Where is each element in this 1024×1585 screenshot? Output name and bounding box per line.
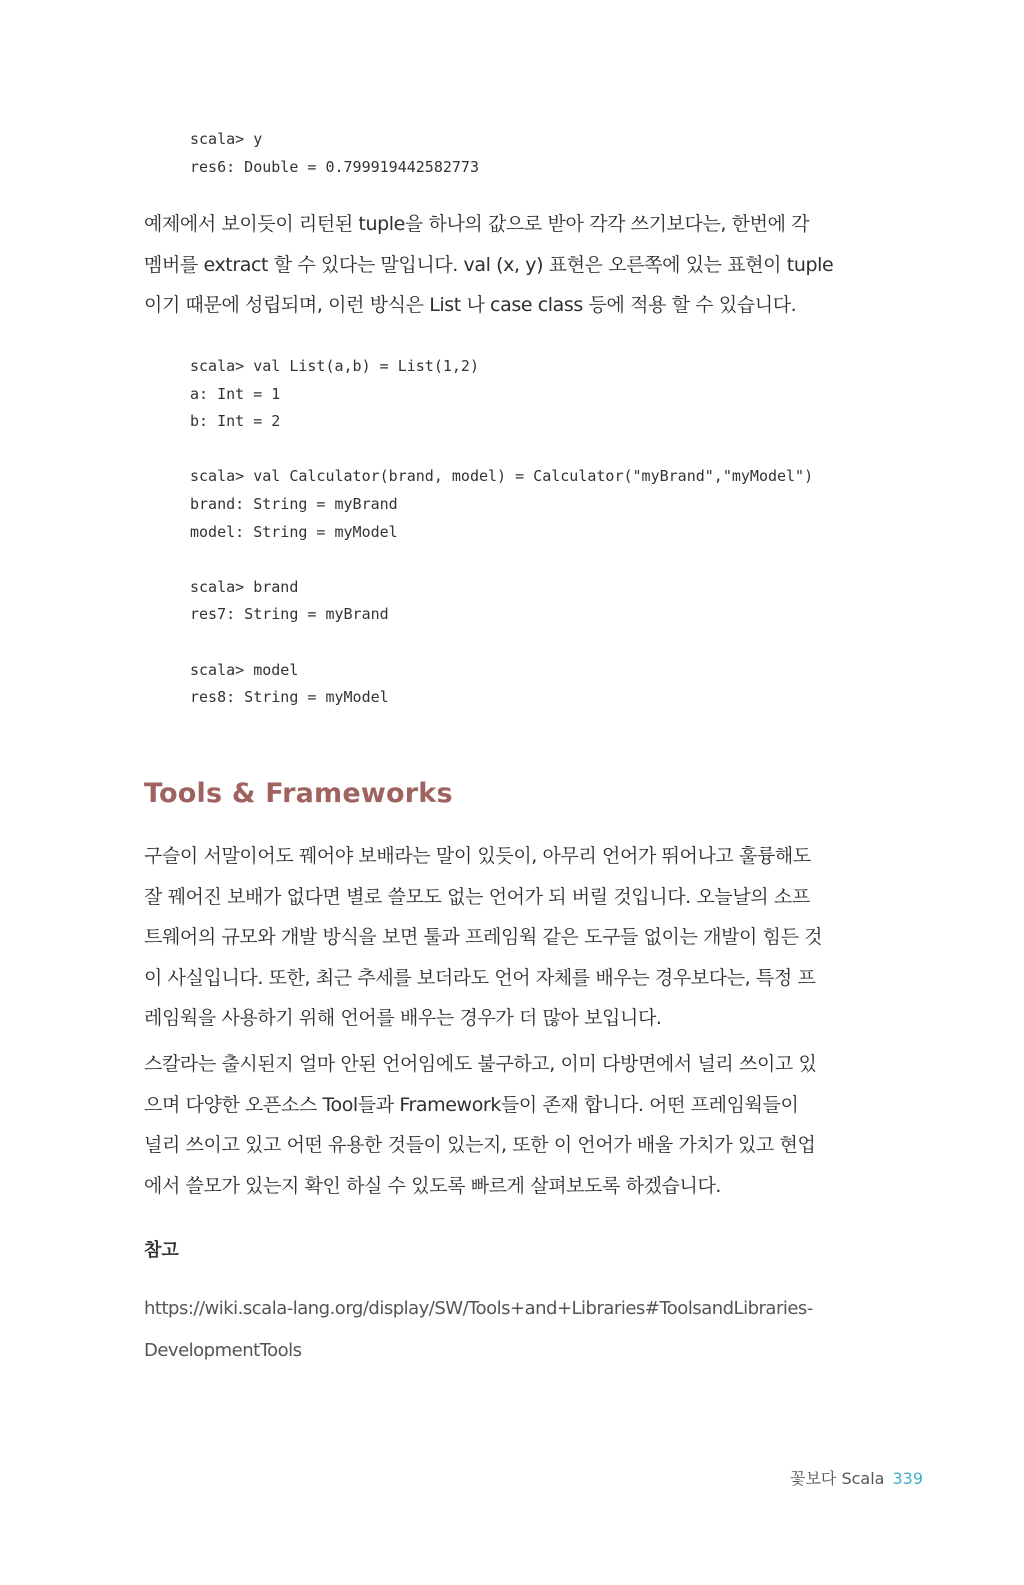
paragraph-tools-intro xyxy=(144,836,884,1039)
code-block-1 xyxy=(190,126,479,181)
code-line-blank xyxy=(190,629,813,657)
code-line: res6: Double = 0.799919442582773 xyxy=(190,157,479,176)
paragraph-line: 잘 꿰어진 보배가 없다면 별로 쓸모도 없는 언어가 되 버릴 것입니다. 오늘날의 소프 xyxy=(144,885,810,908)
code-line: scala> brand xyxy=(190,577,299,596)
code-line: res8: String = myModel xyxy=(190,688,389,707)
paragraph-line: 이기 때문에 성립되며, 이런 방식은 List 나 case class 등에 적용 할 수 있습니다. xyxy=(144,294,797,316)
paragraph-line: 에서 쓸모가 있는지 확인 하실 수 있도록 빠르게 살펴보도록 하겠습니다. xyxy=(144,1174,722,1197)
code-line-blank xyxy=(190,436,813,464)
paragraph-line: 예제에서 보이듯이 리턴된 tuple을 하나의 값으로 받아 각각 쓰기보다는, 한번에 각 xyxy=(144,213,810,235)
paragraph-scala-ecosystem xyxy=(144,1044,884,1206)
page-footer xyxy=(790,1466,923,1489)
paragraph-line: 트웨어의 규모와 개발 방식을 보면 툴과 프레임웍 같은 도구들 없이는 개발이 힘든 것 xyxy=(144,926,823,948)
book-title: 꽃보다 Scala xyxy=(789,1469,885,1488)
code-line: b: Int = 2 xyxy=(190,412,281,431)
reference-url-line[interactable]: https://wiki.scala-lang.org/display/SW/Tools+and+Libraries#ToolsandLibraries- xyxy=(144,1298,813,1319)
paragraph-line: 이 사실입니다. 또한, 최근 추세를 보더라도 언어 자체를 배우는 경우보다는, 특정 프 xyxy=(144,966,816,989)
paragraph-line: 널리 쓰이고 있고 어떤 유용한 것들이 있는지, 또한 이 언어가 배울 가치가 있고 현업 xyxy=(144,1134,816,1156)
code-line: a: Int = 1 xyxy=(190,384,281,403)
code-line: scala> val Calculator(brand, model) = Calculator("myBrand","myModel") xyxy=(190,467,814,486)
code-line: brand: String = myBrand xyxy=(190,494,398,513)
code-line: model: String = myModel xyxy=(190,522,398,541)
paragraph-line: 으며 다양한 오픈소스 Tool들과 Framework들이 존재 합니다. 어떤 프레임웍들이 xyxy=(144,1093,799,1116)
reference-heading: 참고 xyxy=(144,1240,179,1261)
code-line: scala> model xyxy=(190,660,299,679)
paragraph-line: 멤버를 extract 할 수 있다는 말입니다. val (x, y) 표현은 오른쪽에 있는 표현이 tuple xyxy=(144,253,834,276)
code-line-blank xyxy=(190,546,813,574)
code-block-2 xyxy=(190,353,813,712)
page-number: 339 xyxy=(892,1469,923,1488)
code-line: scala> val List(a,b) = List(1,2) xyxy=(190,357,479,375)
section-title: Tools & Frameworks xyxy=(144,778,453,809)
paragraph-line: 스칼라는 출시된지 얼마 안된 언어임에도 불구하고, 이미 다방면에서 널리 쓰이고 있 xyxy=(144,1053,817,1075)
code-line: scala> y xyxy=(190,130,263,148)
paragraph-tuple-explanation xyxy=(144,204,884,326)
paragraph-line: 구슬이 서말이어도 꿰어야 보배라는 말이 있듯이, 아무리 언어가 뛰어나고 훌륭해도 xyxy=(144,845,811,867)
code-line: res7: String = myBrand xyxy=(190,605,389,624)
reference-url[interactable] xyxy=(144,1288,889,1372)
reference-url-line[interactable]: DevelopmentTools xyxy=(144,1340,302,1361)
paragraph-line: 레임웍을 사용하기 위해 언어를 배우는 경우가 더 많아 보입니다. xyxy=(144,1007,662,1029)
